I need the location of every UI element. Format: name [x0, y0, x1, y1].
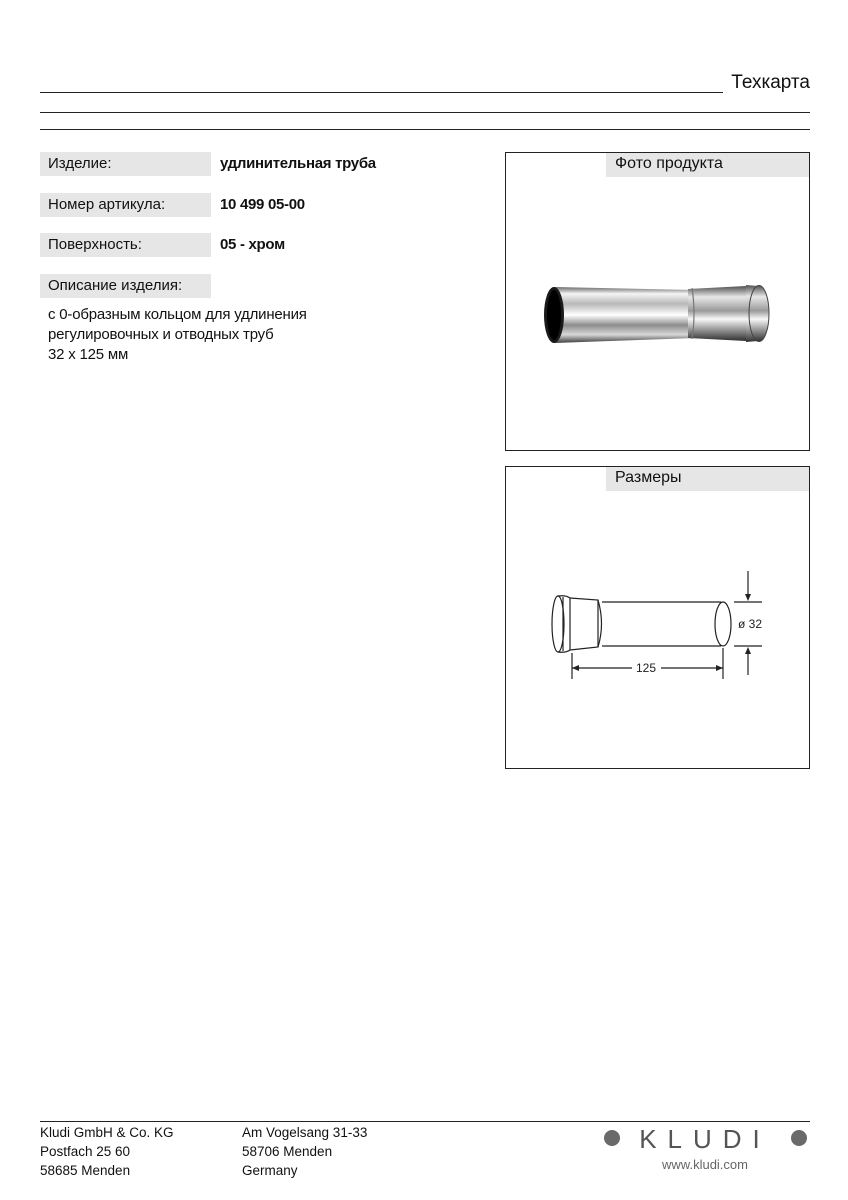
description-label: Описание изделия: [40, 274, 211, 298]
footer-line: 58706 Menden [242, 1144, 333, 1159]
footer-street-address [242, 1123, 367, 1180]
dimension-drawing [506, 467, 809, 768]
footer-company-address [40, 1123, 174, 1180]
footer-line: Germany [242, 1163, 298, 1178]
surface-label: Поверхность: [40, 233, 211, 257]
dimensions-panel-title: Размеры [606, 467, 809, 491]
footer-line: Am Vogelsang 31-33 [242, 1125, 368, 1140]
logo-dot-right-icon [791, 1130, 807, 1146]
diameter-label: ø 32 [738, 617, 763, 631]
article-label: Номер артикула: [40, 193, 211, 217]
footer-line: Postfach 25 60 [40, 1144, 131, 1159]
document-title: Техкарта [731, 72, 810, 93]
header-rule-1 [40, 92, 723, 93]
article-value: 10 499 05-00 [220, 196, 305, 213]
footer-rule [40, 1121, 810, 1122]
product-value: удлинительная труба [220, 155, 376, 172]
kludi-logo [603, 1124, 808, 1174]
header-rule-2 [40, 112, 810, 113]
description-line: 32 x 125 мм [48, 346, 129, 363]
product-label: Изделие: [40, 152, 211, 176]
surface-value: 05 - хром [220, 236, 285, 253]
length-label: 125 [635, 661, 657, 675]
description-text [48, 305, 307, 365]
footer-line: 58685 Menden [40, 1163, 131, 1178]
product-photo [506, 153, 809, 450]
dimensions-panel [505, 466, 810, 769]
logo-dot-left-icon [604, 1130, 620, 1146]
logo-website: www.kludi.com [662, 1157, 748, 1172]
photo-panel [505, 152, 810, 451]
description-line: с 0-образным кольцом для удлинения [48, 306, 307, 323]
logo-wordmark: KLUDI [639, 1124, 771, 1154]
photo-panel-title: Фото продукта [606, 153, 809, 177]
description-line: регулировочных и отводных труб [48, 326, 274, 343]
header-rule-3 [40, 129, 810, 130]
footer-line: Kludi GmbH & Co. KG [40, 1125, 174, 1140]
